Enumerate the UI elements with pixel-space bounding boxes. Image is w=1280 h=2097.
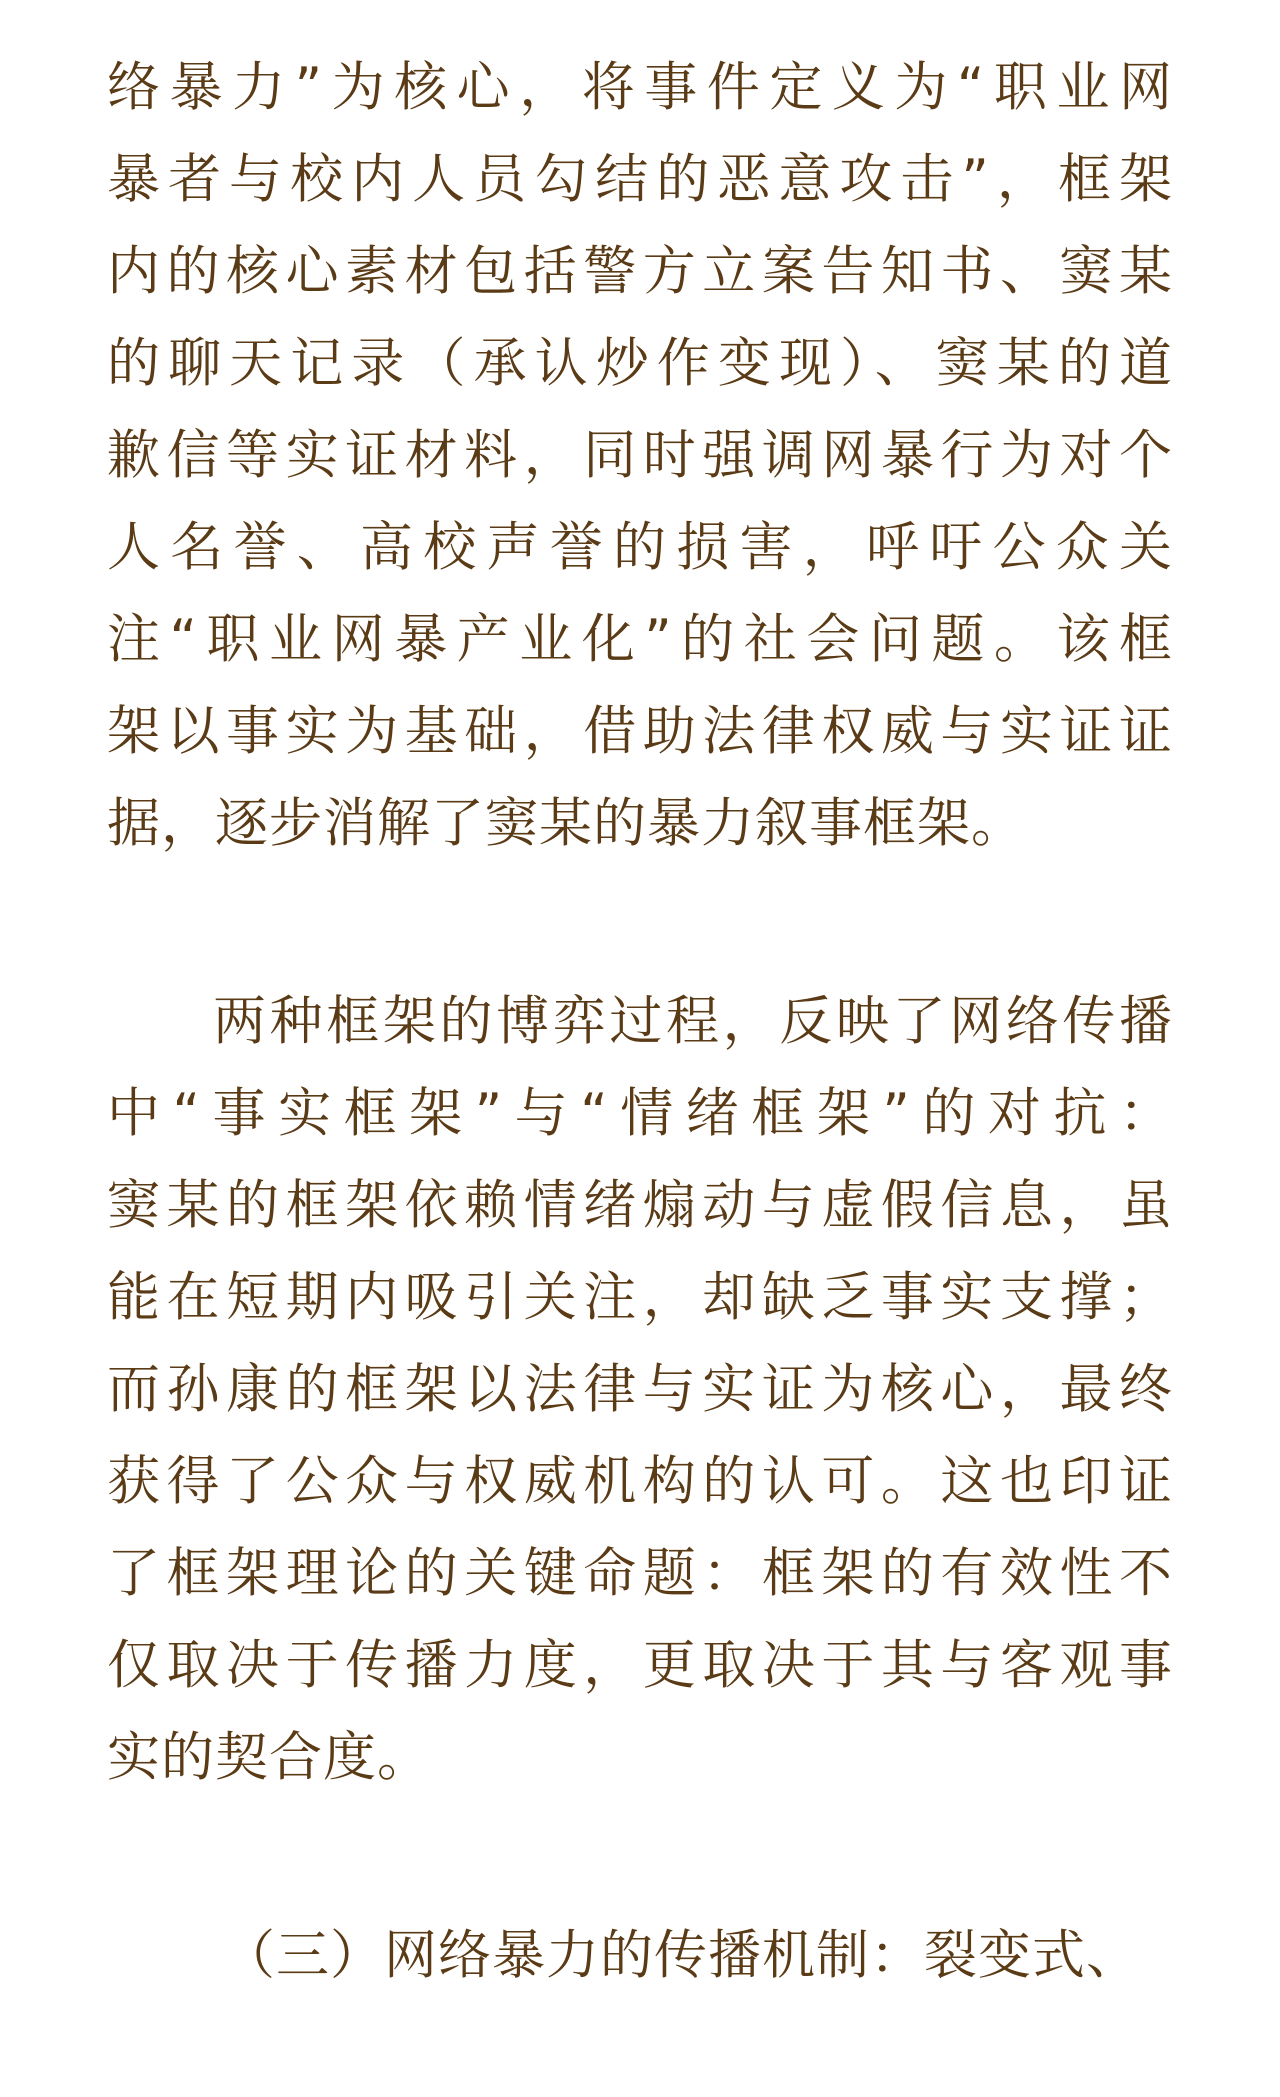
paragraph-line: 注“职业网暴产业化”的社会问题。该框 — [107, 609, 1173, 670]
paragraph-line: 能在短期内吸引关注，却缺乏事实支撑； — [107, 1267, 1173, 1328]
paragraph-line: 暴者与校内人员勾结的恶意攻击”，框架 — [107, 149, 1173, 210]
paragraph-line: 窦某的框架依赖情绪煽动与虚假信息，虽 — [107, 1175, 1173, 1236]
paragraph-line: 人名誉、高校声誉的损害，呼吁公众关 — [107, 517, 1173, 578]
paragraph-line: 内的核心素材包括警方立案告知书、窦某 — [107, 241, 1173, 302]
paragraph-line: 的聊天记录（承认炒作变现）、窦某的道 — [107, 333, 1173, 394]
paragraph-line: 中“事实框架”与“情绪框架”的对抗： — [107, 1083, 1173, 1144]
paragraph-line: 据，逐步消解了窦某的暴力叙事框架。 — [107, 793, 1025, 854]
paragraph-line: 仅取决于传播力度，更取决于其与客观事 — [107, 1635, 1173, 1696]
section-heading: （三）网络暴力的传播机制：裂变式、 — [222, 1925, 1140, 1986]
paragraph-line: 实的契合度。 — [107, 1727, 431, 1788]
paragraph-line: 歉信等实证材料，同时强调网暴行为对个 — [107, 425, 1173, 486]
paragraph-line: 而孙康的框架以法律与实证为核心，最终 — [107, 1359, 1173, 1420]
paragraph-line: 获得了公众与权威机构的认可。这也印证 — [107, 1451, 1173, 1512]
paragraph-line: 架以事实为基础，借助法律权威与实证证 — [107, 701, 1173, 762]
paragraph-line: 络暴力”为核心，将事件定义为“职业网 — [107, 57, 1173, 118]
paragraph-line: 两种框架的博弈过程，反映了网络传播 — [213, 991, 1173, 1052]
paragraph-line: 了框架理论的关键命题：框架的有效性不 — [107, 1543, 1173, 1604]
